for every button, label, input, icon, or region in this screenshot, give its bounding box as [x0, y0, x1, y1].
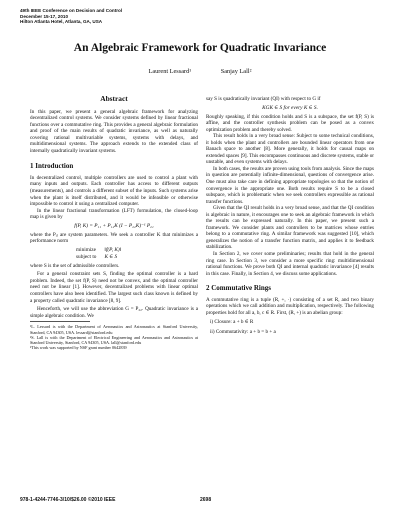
intro-paragraph-1: In decentralized control, multiple controllers are used to control a plant with many inputs and outputs. Each controller has access to different outputs (measurements), and controls a different subset of the inputs. Such systems arise when the plant is itself distributed, and it would be infeasible or otherwise impossible to control it using a centralized computer. — [30, 174, 198, 208]
equation-qi: KGK ∈ S for every K ∈ S. — [262, 104, 318, 111]
conference-header — [20, 8, 122, 25]
intro-paragraph-5: For a general constraint sets S, finding the optimal controller is a hard problem. Indeed, the set f(P, S) need not be convex, and the optimal controller need not be linear [1]. However, decentralized problems with linear optimal controllers have also been identified. The largest such class known is defined by a property called quadratic invariance [8, 9]. — [30, 271, 198, 304]
author-2: Sanjay Lall² — [220, 68, 252, 75]
right-paragraph-6: In Section 2, we cover some preliminaries; results that hold in the general ring case. In Section 3, we consider a more specific ring: multidimensional rational functions. We prove both QI and internal quadratic invariance [4] results in this case. Finally, in Section 4, we discuss some applications. — [206, 251, 374, 277]
right-paragraph-5: Given that the QI result holds in a very broad sense, and that the QI condition is algebraic in nature, it encourages one to seek an algebraic framework in which the results can be expressed naturally. In this paper, we present such a framework. We consider plants and controllers to be matrices whose entries belong to a commutative ring. A similar framework was suggested [10], which generalizes the notion of a transfer function matrix, and applies it to feedback stabilization. — [206, 205, 374, 251]
footnote-rule — [30, 321, 90, 322]
right-paragraph-7: A commutative ring is a tuple (R, +, ·) consisting of a set R, and two binary operations which we call addition and multiplication, respectively. The following properties hold for all a, b, c ∈ R. First, (R, +) is an abelian group: — [206, 296, 374, 316]
right-paragraph-2: Roughly speaking, if this condition holds and S is a subspace, the set f(P, S) is affine, and the controller synthesis problem can be posed as a convex optimization problem and thereby solved. — [206, 113, 374, 133]
list-item-commutativity: ii) Commutativity: a + b = b + a — [210, 328, 276, 335]
conference-name: 49th IEEE Conference on Decision and Control — [20, 8, 123, 13]
right-paragraph-4: In both cases, the results are proven using tools from analysis. Since the maps in question are potentially infinite-dimensional, questions of convergence arise. One must also take care in defining appropriate topologies so that the notion of convergence is the appropriate one. Both results require S to be a closed subspace, which is problematic when we seek controllers expressible as rational transfer functions. — [206, 165, 374, 205]
footer-isbn: 978-1-4244-7746-3/10/$26.00 ©2010 IEEE — [20, 497, 116, 503]
left-column — [30, 96, 198, 351]
page-footer — [20, 497, 380, 503]
intro-paragraph-4: where S is the set of admissible controllers. — [30, 262, 120, 269]
intro-heading: 1 Introduction — [30, 162, 74, 171]
right-column — [206, 96, 374, 336]
list-item-closure: i) Closure: a + b ∈ R — [210, 319, 254, 326]
abstract-body: In this paper, we present a general algebraic framework for analyzing decentralized control systems. We consider systems defined by linear fractional functions over a commutative ring. This provides a general algebraic formulation and proof of the main results of quadratic invariance, as well as naturally covering rational multivariable systems, systems with delays, and multidimensional systems. The approach extends to the extended class of internally quadratically invariant systems. — [30, 108, 198, 154]
section-2-heading: 2 Commutative Rings — [206, 284, 271, 293]
optimization-problem — [72, 247, 125, 261]
footnote-3: ³This work was supported by NSF grant number 0642839 — [30, 345, 127, 351]
opt-label-minimize: minimize — [76, 246, 97, 253]
intro-paragraph-6: Henceforth, we will use the abbreviation G = P₂₂. Quadratic invariance is a simple algebraic condition. We — [30, 306, 198, 319]
paper-title: An Algebraic Framework for Quadratic Invariance — [73, 42, 327, 54]
intro-paragraph-2: In the linear fractional transformation (LFT) formulation, the closed-loop map is given by — [30, 207, 198, 221]
conference-dates: December 15-17, 2010 — [20, 13, 69, 19]
opt-label-subject-to: subject to — [76, 253, 97, 260]
opt-objective: ‖f(P, K)‖ — [104, 246, 122, 253]
conference-venue: Hilton Atlanta Hotel, Atlanta, GA, USA — [20, 19, 103, 25]
footnote-1: ¹L. Lessard is with the Department of Aeronautics and Astronautics at Stanford University, Stanford, CA 94305, USA. lessard@stanford.edu — [30, 324, 198, 335]
equation-lft: f(P, K) = P₁₁ + P₁₂K (I − P₂₂K)⁻¹ P₂₁ — [74, 222, 154, 229]
opt-constraint: K ∈ S — [104, 253, 118, 260]
right-paragraph-3: This result holds in a very broad sense: Subject to some technical conditions, it holds when the plant and controllers are bounded linear operators from one Banach space to another [8]. More generally, it holds for causal maps on extended spaces [9]. This encompasses continuous and discrete systems, stable or unstable, and even systems with delays. — [206, 133, 374, 166]
intro-paragraph-3: where the Pᵢⱼ are system parameters. We seek a controller K that minimizes a performance norm — [30, 231, 198, 245]
author-1: Laurent Lessard¹ — [148, 68, 192, 75]
footnote-2: ²S. Lall is with the Department of Electrical Engineering and Aeronautics and Astronautics at Stanford University, Stanford, CA 94305, USA. lall@stanford.edu — [30, 334, 198, 346]
abstract-heading: Abstract — [100, 94, 128, 103]
right-paragraph-1: say S is quadratically invariant (QI) with respect to G if — [206, 96, 321, 102]
page-number: 2698 — [200, 497, 212, 503]
author-list — [0, 68, 400, 75]
